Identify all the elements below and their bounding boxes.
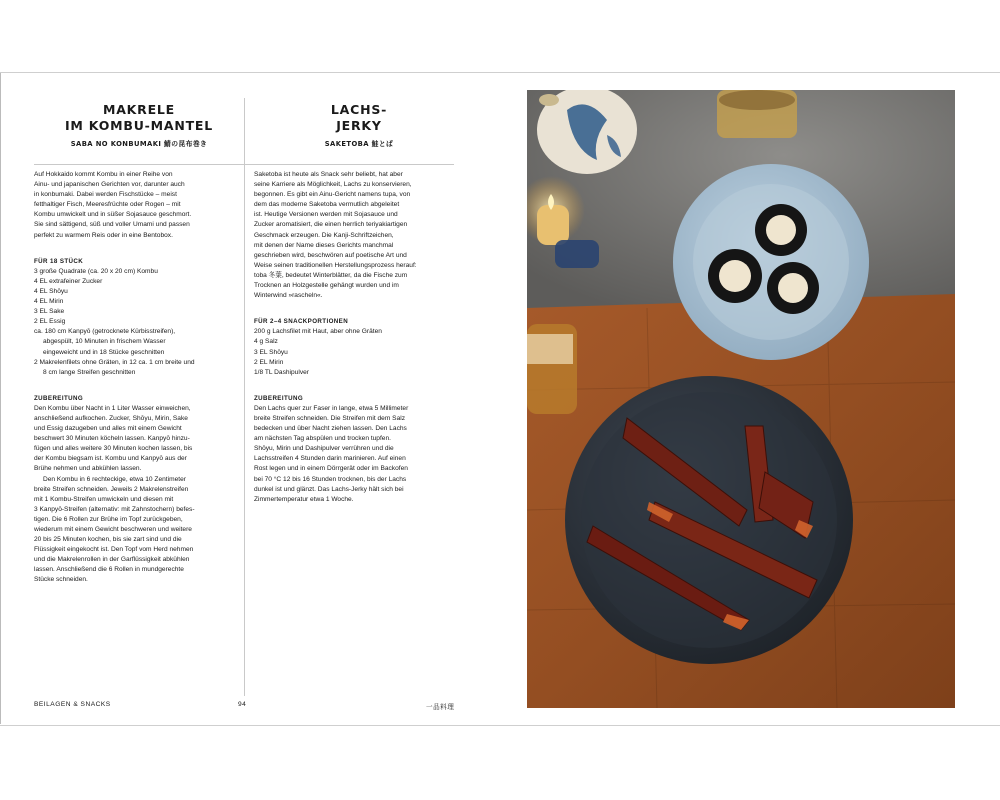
ingredient: 2 EL Essig <box>34 318 66 326</box>
food-photo-svg <box>527 90 955 708</box>
title-line: MAKRELE <box>102 102 176 117</box>
kombu-roll <box>767 262 819 314</box>
text-line: wiederum mit einem Gewicht beschweren und weitere <box>34 526 192 533</box>
method-text <box>34 404 252 586</box>
text-line: Stücke schneiden. <box>34 576 88 584</box>
text-line: und die Makrelenrollen in der Garflüssigkeit abkühlen <box>34 556 190 564</box>
text-line: bei 70 °C 12 bis 16 Stunden trocknen, bis der Lachs <box>254 475 407 483</box>
ingredient: 4 g Salz <box>254 338 278 346</box>
ingredient: 4 EL extrafeiner Zucker <box>34 277 103 285</box>
title-line: JERKY <box>336 118 382 133</box>
text-line: fügen und alles weitere 30 Minuten kochen lassen, bis <box>34 445 193 453</box>
ingredient: 4 EL Shōyu <box>34 287 68 295</box>
text-line: Lachsstreifen 4 Stunden darin marinieren. Auf einen <box>254 455 406 463</box>
text-line: toba 冬葉, bedeutet Winterblätter, da die Fische zum <box>254 271 408 279</box>
text-line: Auf Hokkaido kommt Kombu in einer Reihe von <box>34 171 173 178</box>
recipe-title <box>254 102 464 134</box>
text-line: dunkel ist und glänzt. Das Lachs-Jerky hält sich bei <box>254 485 404 493</box>
ingredient: abgespült, 10 Minuten in frischem Wasser <box>43 338 166 346</box>
text-line: anschließend aufkochen. Zucker, Shōyu, Mirin, Sake <box>34 414 188 422</box>
text-line: fetthaltiger Fisch, Meeresfrüchte oder Rogen – mit <box>34 201 181 209</box>
beer-glass <box>527 324 577 414</box>
ingredient: 3 große Quadrate (ca. 20 x 20 cm) Kombu <box>34 267 158 275</box>
text-line: Flüssigkeit eingekocht ist. Den Topf vom Herd nehmen <box>34 546 194 554</box>
text-line: Zucker aromatisiert, die einen herrlich teriyakiartigen <box>254 221 408 229</box>
text-line: breite Streifen schneiden. Jeweils 2 Makrelenstreifen <box>34 485 189 493</box>
text-line: 20 bis 25 Minuten kochen, bis sie zart sind und die <box>34 536 182 544</box>
text-line: Brühe nehmen und abkühlen lassen. <box>34 465 142 473</box>
text-line: perfekt zu warmem Reis oder in eine Bentobox. <box>34 231 173 239</box>
text-line: Geschmack erzeugen. Die Kanji-Schriftzeichen, <box>254 231 394 239</box>
text-line: Shōyu, Mirin und Dashipulver verrühren und die <box>254 445 394 453</box>
text-line: breite Streifen schneiden. Die Streifen mit dem Salz <box>254 414 405 422</box>
text-line: begonnen. Es gibt ein Ainu-Gericht namens tupa, von <box>254 191 411 199</box>
text-line: Sie sind sättigend, süß und voller Umami und passen <box>34 221 190 229</box>
ingredients-label: FÜR 18 STÜCK <box>34 257 84 265</box>
text-line: tigen. Die 6 Rollen zur Brühe im Topf zurückgeben, <box>34 515 183 523</box>
ingredient: 8 cm lange Streifen geschnitten <box>43 368 136 376</box>
ingredient: 2 EL Mirin <box>254 358 284 366</box>
ingredients-label: FÜR 2–4 SNACKPORTIONEN <box>254 318 349 326</box>
page-number: 94 <box>238 701 247 708</box>
recipe-subtitle: SAKETOBA 鮭とば <box>324 140 394 148</box>
recipe-header-makrele <box>34 102 244 148</box>
text-line: in konbumaki. Dabei werden Fischstücke – meist <box>34 191 177 199</box>
intro-text <box>34 170 252 241</box>
intro-text <box>254 170 472 301</box>
ingredient: eingeweicht und in 18 Stücke geschnitten <box>43 348 165 356</box>
text-line: Zimmertemperatur etwa 1 Woche. <box>254 495 354 503</box>
footer-section: BEILAGEN & SNACKS <box>34 701 111 708</box>
text-line: Den Lachs quer zur Faser in lange, etwa 5 Millimeter <box>254 404 409 412</box>
kombu-roll <box>708 249 762 303</box>
drinking-glass <box>717 90 797 138</box>
recipe-title <box>34 102 244 134</box>
ingredient: 4 EL Mirin <box>34 298 64 306</box>
footer-japanese: 一品料理 <box>426 704 455 711</box>
text-line: beschwert 30 Minuten köcheln lassen. Kanpyō hinzu- <box>34 435 190 443</box>
header-rule <box>34 164 454 165</box>
text-line: dem das moderne Saketoba vermutlich abgeleitet <box>254 201 400 209</box>
ingredient: 2 Makrelenfilets ohne Gräten, in 12 ca. 1 cm breite und <box>34 358 195 366</box>
blue-plate <box>673 164 869 360</box>
text-line: bedecken und über Nacht ziehen lassen. Den Lachs <box>254 425 407 433</box>
title-line: LACHS- <box>330 102 388 117</box>
ingredients-list <box>254 327 472 377</box>
kombu-roll <box>755 204 807 256</box>
text-line: Trocknen an Holzgestelle gehängt wurden und im <box>254 282 399 290</box>
ceramic-vase <box>537 90 637 174</box>
text-line: 3 Kanpyō-Streifen (alternativ: mit Zahnstochern) befes- <box>34 505 195 513</box>
text-line: seine Karriere als Möglichkeit, Lachs zu konservieren, <box>254 181 412 189</box>
ingredient: 1/8 TL Dashipulver <box>254 368 309 376</box>
food-photo <box>527 90 955 708</box>
dark-plate <box>565 376 853 664</box>
text-line: ist. Heutige Versionen werden mit Sojasauce und <box>254 211 398 219</box>
text-line: lassen. Anschließend die 6 Rollen in mundgerechte <box>34 566 184 574</box>
text-line: Saketoba ist heute als Snack sehr beliebt, hat aber <box>254 171 403 178</box>
text-line: der Kombu biegsam ist. Kombu und Kanpyō aus der <box>34 455 187 463</box>
text-line: und Essig dazugeben und alles mit einem Gewicht <box>34 425 182 433</box>
text-line: Den Kombu in 6 rechteckige, etwa 10 Zentimeter <box>43 475 186 483</box>
method-text <box>254 404 472 505</box>
text-line: mit 1 Kombu-Streifen umwickeln und diesen mit <box>34 495 174 503</box>
ingredient: 3 EL Shōyu <box>254 348 288 356</box>
ingredient: 200 g Lachsfilet mit Haut, aber ohne Gräten <box>254 328 382 336</box>
text-line: Weise seinen traditionellen Herstellungsprozess herauf: <box>254 261 417 269</box>
ingredients-list <box>34 267 252 378</box>
ingredient: 3 EL Sake <box>34 308 65 316</box>
method-label: ZUBEREITUNG <box>254 394 304 402</box>
text-line: am nächsten Tag abspülen und trocken tupfen. <box>254 435 391 443</box>
recipe-body-lachs <box>254 170 472 505</box>
ingredient: ca. 180 cm Kanpyō (getrocknete Kürbisstreifen), <box>34 328 176 336</box>
text-line: Ainu- und japanischen Gerichten vor, darunter auch <box>34 181 185 189</box>
text-line: Den Kombu über Nacht in 1 Liter Wasser einweichen, <box>34 404 191 412</box>
recipe-body-makrele <box>34 170 252 586</box>
title-line: IM KOMBU-MANTEL <box>64 118 214 133</box>
method-label: ZUBEREITUNG <box>34 394 84 402</box>
text-line: mit denen der Name dieses Gerichts manchmal <box>254 241 394 249</box>
recipe-header-lachs <box>254 102 464 148</box>
text-line: Rost legen und in einem Dörrgerät oder im Backofen <box>254 465 408 473</box>
recipe-subtitle: SABA NO KONBUMAKI 鯖の昆布巻き <box>70 140 208 148</box>
text-line: Kombu umwickelt und in süßer Sojasauce geschmort. <box>34 211 192 219</box>
text-line: geschrieben wird, beschwören auf poetische Art und <box>254 251 407 259</box>
text-line: Winterwind »rascheln«. <box>254 292 323 300</box>
